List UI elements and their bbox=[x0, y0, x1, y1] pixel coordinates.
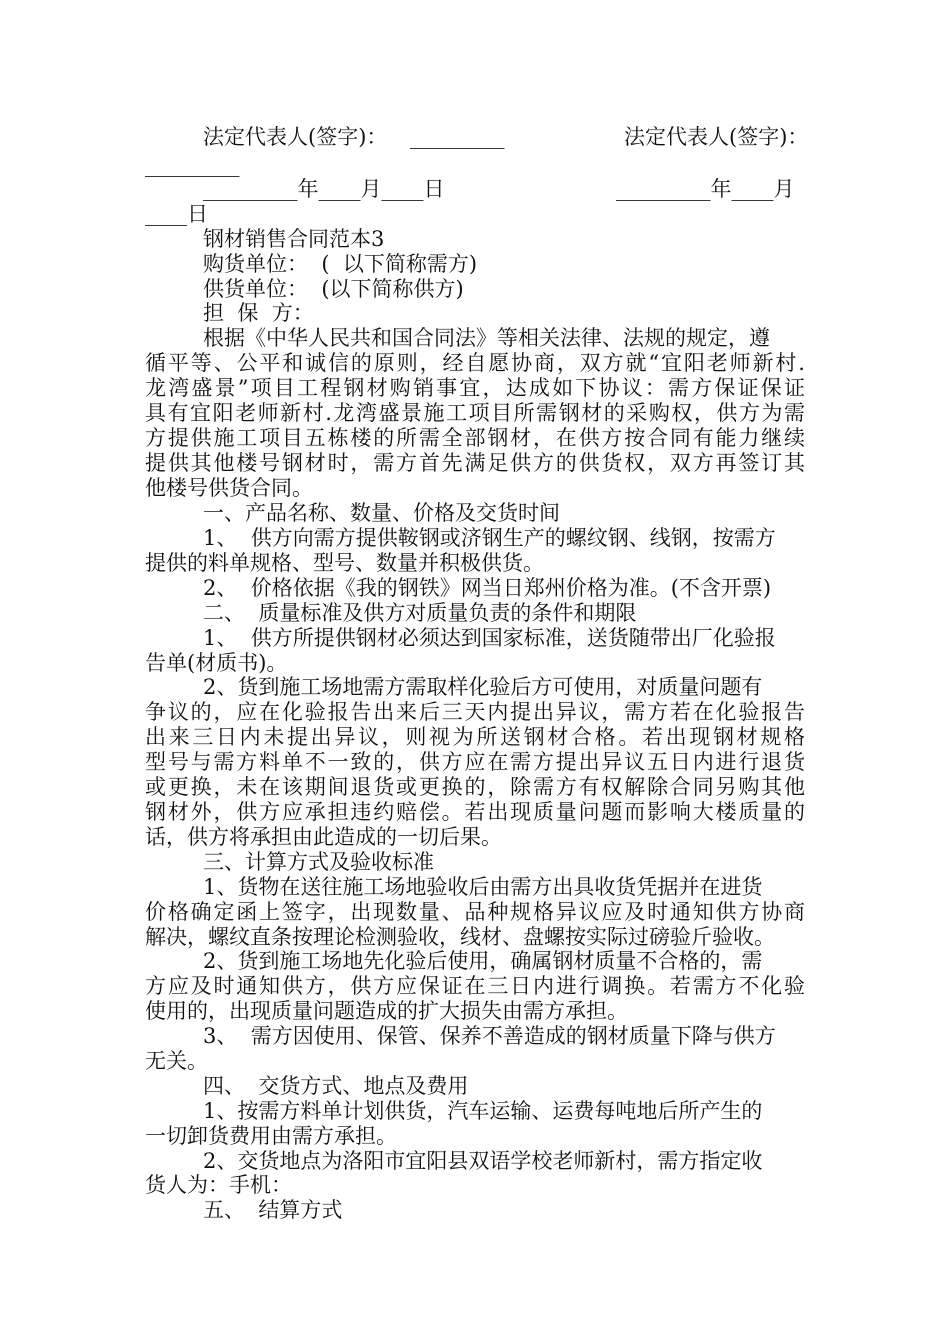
paragraph-line: 提供的料单规格、型号、数量并积极供货。 bbox=[145, 551, 544, 575]
right-signature-blank: _________ bbox=[145, 153, 240, 177]
paragraph-line: 3、 需方因使用、保管、保养不善造成的钢材质量下降与供方 bbox=[203, 1024, 776, 1048]
buyer-line: 购货单位： ( 以下简称需方) bbox=[203, 252, 478, 276]
paragraph-line: 2、交货地点为洛阳市宜阳县双语学校老师新村，需方指定收 bbox=[203, 1149, 763, 1173]
left-date: _________年____月____日 bbox=[203, 177, 445, 201]
left-signature-blank: _________ bbox=[410, 125, 505, 149]
paragraph-line: 方应及时通知供方，供方应保证在三日内进行调换。若需方不化验 bbox=[145, 974, 805, 998]
paragraph-line: 或更换，未在该期间退货或更换的，除需方有权解除合同另购其他 bbox=[145, 775, 805, 799]
paragraph-line: 货人为：手机： bbox=[145, 1173, 292, 1197]
paragraph-line: 一切卸货费用由需方承担。 bbox=[145, 1124, 397, 1148]
intro-line: 具有宜阳老师新村.龙湾盛景施工项目所需钢材的采购权，供方为需 bbox=[145, 401, 805, 425]
paragraph-line: 使用的，出现质量问题造成的扩大损失由需方承担。 bbox=[145, 999, 628, 1023]
paragraph-line: 无关。 bbox=[145, 1049, 208, 1073]
section-heading: 一、产品名称、数量、价格及交货时间 bbox=[203, 501, 560, 525]
intro-line: 他楼号供货合同。 bbox=[145, 476, 313, 500]
intro-line: 龙湾盛景”项目工程钢材购销事宜，达成如下协议：需方保证保证 bbox=[145, 376, 805, 400]
right-date: _________年____月 bbox=[616, 177, 795, 201]
paragraph-line: 1、按需方料单计划供货，汽车运输、运费每吨地后所产生的 bbox=[203, 1099, 763, 1123]
paragraph-line: 1、货物在送往施工场地验收后由需方出具收货凭据并在进货 bbox=[203, 875, 763, 899]
paragraph-line: 2、 价格依据《我的钢铁》网当日郑州价格为准。(不含开票) bbox=[203, 576, 772, 600]
section-heading: 五、 结算方式 bbox=[203, 1198, 343, 1222]
intro-line: 循平等、公平和诚信的原则，经自愿协商，双方就“宜阳老师新村. bbox=[145, 351, 805, 375]
paragraph-line: 解决，螺纹直条按理论检测验收，线材、盘螺按实际过磅验斤验收。 bbox=[145, 925, 775, 949]
paragraph-line: 2、货到施工场地先化验后使用，确属钢材质量不合格的，需 bbox=[203, 949, 763, 973]
paragraph-line: 价格确定函上签字，出现数量、品种规格异议应及时通知供方协商 bbox=[145, 900, 805, 924]
seller-line: 供货单位： (以下简称供方) bbox=[203, 277, 464, 301]
paragraph-line: 2、货到施工场地需方需取样化验后方可使用，对质量问题有 bbox=[203, 675, 763, 699]
intro-line: 方提供施工项目五栋楼的所需全部钢材，在供方按合同有能力继续 bbox=[145, 426, 805, 450]
paragraph-line: 1、 供方所提供钢材必须达到国家标准，送货随带出厂化验报 bbox=[203, 626, 776, 650]
guarantor-line: 担 保 方： bbox=[203, 301, 314, 325]
intro-line: 根据《中华人民共和国合同法》等相关法律、法规的规定，遵 bbox=[203, 326, 770, 350]
left-signature-label: 法定代表人(签字)： bbox=[203, 125, 388, 149]
section-heading: 二、 质量标准及供方对质量负责的条件和期限 bbox=[203, 601, 637, 625]
paragraph-line: 告单(材质书)。 bbox=[145, 651, 288, 675]
section-heading: 四、 交货方式、地点及费用 bbox=[203, 1074, 469, 1098]
paragraph-line: 钢材外，供方应承担违约赔偿。若出现质量问题而影响大楼质量的 bbox=[145, 800, 805, 824]
contract-title: 钢材销售合同范本3 bbox=[203, 227, 385, 251]
right-date-tail: ____日 bbox=[145, 202, 208, 226]
paragraph-line: 1、 供方向需方提供鞍钢或济钢生产的螺纹钢、线钢，按需方 bbox=[203, 526, 776, 550]
intro-line: 提供其他楼号钢材时，需方首先满足供方的供货权，双方再签订其 bbox=[145, 451, 805, 475]
section-heading: 三、计算方式及验收标准 bbox=[203, 850, 434, 874]
paragraph-line: 出来三日内未提出异议，则视为所送钢材合格。若出现钢材规格 bbox=[145, 725, 805, 749]
paragraph-line: 话，供方将承担由此造成的一切后果。 bbox=[145, 825, 502, 849]
paragraph-line: 争议的，应在化验报告出来后三天内提出异议，需方若在化验报告 bbox=[145, 700, 805, 724]
right-signature-label: 法定代表人(签字)： bbox=[624, 125, 809, 149]
paragraph-line: 型号与需方料单不一致的，供方应在需方提出异议五日内进行退货 bbox=[145, 750, 805, 774]
